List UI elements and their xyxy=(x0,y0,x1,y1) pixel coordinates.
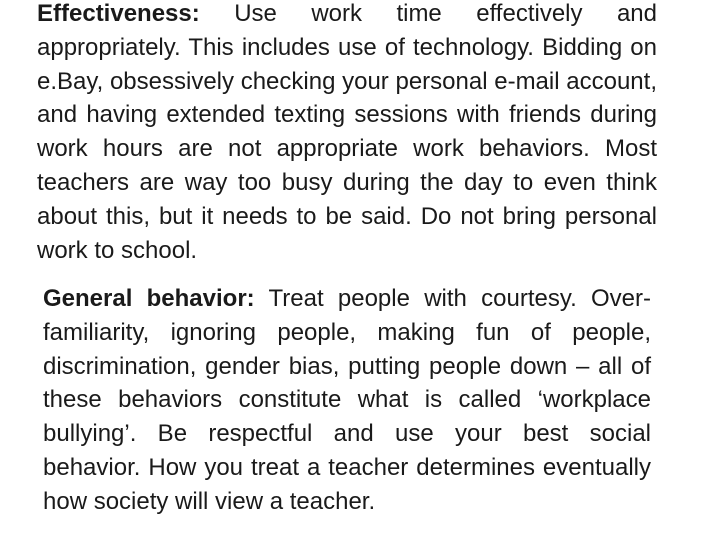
effectiveness-paragraph xyxy=(37,0,657,267)
general-behavior-term: General behavior: xyxy=(43,285,255,312)
effectiveness-text: Use work time effectively and appropriately. This includes use of technology. Bidding on e.Bay, obsessively checking your personal e-mail account, and having extended texting sessions with friends during work hours are not appropriate work behaviors. Most teachers are way too busy during the day to even think about this, but it needs to be said. Do not bring personal work to school. xyxy=(37,0,657,264)
general-behavior-paragraph xyxy=(43,282,651,519)
effectiveness-term: Effectiveness: xyxy=(37,0,200,27)
general-behavior-text: Treat people with courtesy. Over-familiarity, ignoring people, making fun of people, discrimination, gender bias, putting people down – all of these behaviors constitute what is called ‘workplace bullying’. Be respectful and use your best social behavior. How you treat a teacher determines eventually how society will view a teacher. xyxy=(43,285,651,515)
